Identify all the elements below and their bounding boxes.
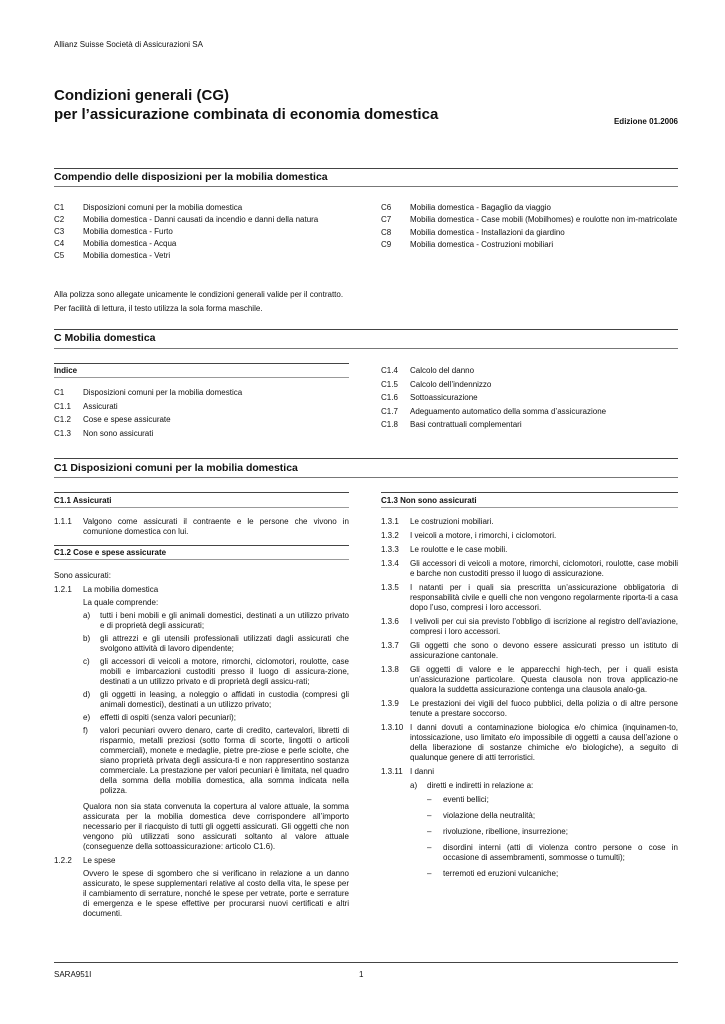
list-item: C7 Mobilia domestica - Case mobili (Mobilhomes) e roulotte non im-matricolate: [381, 215, 678, 224]
list-item: f) valori pecuniari ovvero denaro, carte di credito, cartevalori, libretti di risparmio, metalli preziosi (sotto forma di scorte, lingotti o articoli commerciali), monete e medaglie, pietre pre-ziose e perle sciolte, che siano proprietà privata degli assicura-ti e non rappresentino sostanza commerciale. La prestazione per valori pecuniari è limitata, nel quadro della somma della mobilia domestica, alla somma indicata nella polizza.: [83, 726, 349, 795]
divider: [381, 507, 678, 508]
list-item: C1.3 Non sono assicurati: [54, 428, 154, 438]
divider: [54, 477, 678, 478]
c12-heading: C1.2 Cose e spese assicurate: [54, 548, 167, 557]
list-item: – terremoti ed eruzioni vulcaniche;: [427, 869, 559, 878]
list-item: 1.3.11 I danni: [381, 767, 435, 776]
compendium-right-list: [381, 202, 678, 251]
company-name: Allianz Suisse Società di Assicurazioni SA: [54, 40, 203, 49]
list-item: 1.3.1 Le costruzioni mobiliari.: [381, 517, 494, 526]
c1-heading: C1 Disposizioni comuni per la mobilia domestica: [54, 462, 298, 474]
list-item: e) effetti di ospiti (senza valori pecuniari);: [83, 713, 236, 722]
list-item: a) diretti e indiretti in relazione a:: [410, 781, 534, 790]
clause-body: [83, 598, 349, 852]
intro-text: La quale comprende:: [83, 598, 159, 607]
divider: [54, 348, 678, 349]
list-item: – rivoluzione, ribellione, insurrezione;: [427, 827, 568, 836]
list-item: C1.5 Calcolo dell’indennizzo: [381, 379, 492, 389]
list-item: C5 Mobilia domestica - Vetri: [54, 251, 171, 260]
document-title: [54, 86, 438, 124]
list-item: 1.3.9 Le prestazioni dei vigili del fuoco pubblici, della polizia o di altre persone tenute a prestare soccorso.: [381, 699, 678, 718]
index-left-list: [54, 386, 349, 440]
list-item: 1.3.7 Gli oggetti che sono o devono essere assicurati presso un istituto di assicurazione cantonale.: [381, 641, 678, 660]
list-item: 1.3.4 Gli accessori di veicoli a motore, rimorchi, ciclomotori, roulotte, case mobili e barche non custoditi presso il luogo di assicurazione.: [381, 559, 678, 578]
divider: [54, 363, 349, 364]
dash-list: [427, 795, 678, 879]
divider: [54, 329, 678, 330]
list-item: – eventi bellici;: [427, 795, 489, 804]
divider: [54, 458, 678, 459]
list-item: C1.2 Cose e spese assicurate: [54, 415, 171, 424]
note-text: Alla polizza sono allegate unicamente le condizioni generali valide per il contratto.: [54, 290, 344, 299]
divider: [381, 492, 678, 493]
list-item: C1.1 Assicurati: [54, 401, 118, 411]
list-item: C8 Mobilia domestica - Installazioni da giardino: [381, 228, 565, 237]
c13-heading: C1.3 Non sono assicurati: [381, 496, 477, 505]
list-item: 1.3.2 I veicoli a motore, i rimorchi, i ciclomotori.: [381, 531, 557, 540]
list-item: C9 Mobilia domestica - Costruzioni mobiliari: [381, 240, 554, 249]
list-item: c) gli accessori di veicoli a motore, rimorchi, ciclomotori, roulotte, case mobili e imbarcazioni custoditi presso il luogo di assicura-zione, destinati a un utilizzo privato e di proprietà degli assicu-rati;: [83, 657, 349, 686]
clause-title: 1.2.1 La mobilia domestica: [54, 585, 159, 594]
list-item: C1.6 Sottoassicurazione: [381, 393, 478, 402]
list-item: 1.3.8 Gli oggetti di valore e le apparecchi high-tech, per i quali esista un’assicurazione particolare. Questa clausola non trova applicazio-ne qualora la suddetta assicurazione contenga una clausola analo-ga.: [381, 665, 678, 694]
divider: [54, 507, 349, 508]
compendium-heading: Compendio delle disposizioni per la mobilia domestica: [54, 171, 328, 183]
list-item: C4 Mobilia domestica - Acqua: [54, 239, 177, 248]
page-number: 1: [359, 970, 364, 979]
edition-label: Edizione 01.2006: [613, 117, 678, 126]
paragraph: Qualora non sia stata convenuta la copertura al valore attuale, la somma assicurata per la mobilia domestica deve corrispondere all’importo necessario per il riacquisto di tutti gli oggetti assicurati. Gli oggetti che non vengono più utilizzati sono assicurati soltanto al valore attuale (conseguenze della sottoassicurazione: articolo C1.6).: [83, 802, 349, 851]
c12-body: [54, 571, 349, 919]
divider: [54, 377, 349, 378]
intro-text: Sono assicurati:: [54, 571, 111, 580]
list-item: – violazione della neutralità;: [427, 811, 536, 820]
list-item: – disordini interni (atti di violenza contro persone o cose in occasione di assembramenti, sommosse o tumulti);: [427, 843, 678, 862]
list-item: C1 Disposizioni comuni per la mobilia domestica: [54, 388, 243, 397]
paragraph: Ovvero le spese di sgombero che si verificano in relazione a un danno assicurato, le spese supplementari relative al costo della vita, le spese per il cambiamento di serrature, nonché le spese per vetrate, porte e serrature di emergenza e le spese effettive per procurarsi nuovi certificati e altri documenti.: [83, 869, 349, 918]
list-item: 1.3.6 I velivoli per cui sia previsto l’obbligo di iscrizione al registro dell’aviazione, compresi i loro accessori.: [381, 617, 678, 636]
compendium-left-list: [54, 202, 349, 262]
title-line-2: per l’assicurazione combinata di economia domestica: [54, 106, 439, 123]
c13-body: [381, 517, 678, 879]
divider: [54, 168, 678, 169]
note-text: Per facilità di lettura, il testo utilizza la sola forma maschile.: [54, 304, 263, 313]
list-item: a) tutti i beni mobili e gli animali domestici, destinati a un utilizzo privato e di proprietà degli assicurati;: [83, 611, 349, 630]
list-item: C2 Mobilia domestica - Danni causati da incendio e danni della natura: [54, 215, 319, 224]
list-item: C1.8 Basi contrattuali complementari: [381, 420, 522, 429]
list-item: 1.3.3 Le roulotte e le case mobili.: [381, 545, 508, 554]
divider: [54, 492, 349, 493]
compendium-notes: [54, 288, 343, 316]
c11-heading: C1.1 Assicurati: [54, 496, 112, 505]
index-label: Indice: [54, 366, 78, 375]
list-item: C1.4 Calcolo del danno: [381, 366, 475, 375]
title-line-1: Condizioni generali (CG): [54, 87, 229, 104]
section-c-heading: C Mobilia domestica: [54, 332, 156, 344]
document-code: SARA951I: [54, 970, 92, 979]
list-item: C1.7 Adeguamento automatico della somma d’assicurazione: [381, 406, 607, 416]
list-item: 1.3.5 I natanti per i quali sia prescritta un’assicurazione obbligatoria di responsabilità civile e quelli che non vengono regolarmente riporta-ti a casa dopo l’uso, compresi i loro accessori.: [381, 583, 678, 612]
list-item: 1.3.10 I danni dovuti a contaminazione biologica e/o chimica (inquinamen-to, intossicazione, uso limitato e/o impossibile di oggetti a causa dell’azione o della liberazione di sostanze chimiche e/o biologiche), a seguito di qualunque genere di atti terroristici.: [381, 723, 678, 762]
list-item: C1 Disposizioni comuni per la mobilia domestica: [54, 203, 243, 212]
list-item: C6 Mobilia domestica - Bagaglio da viaggio: [381, 203, 551, 212]
divider: [54, 186, 678, 187]
divider: [54, 559, 349, 560]
list-item: b) gli attrezzi e gli utensili professionali utilizzati dagli assicurati che svolgono attività di lavoro dipendente;: [83, 634, 349, 653]
c111-clause: 1.1.1 Valgono come assicurati il contraente e le persone che vivono in comunione domestica con lui.: [54, 517, 349, 536]
index-right-list: [381, 364, 678, 432]
list-item: C3 Mobilia domestica - Furto: [54, 227, 173, 236]
footer-divider: [54, 962, 678, 963]
sub-clause: [410, 781, 678, 879]
list-item: d) gli oggetti in leasing, a noleggio o affidati in custodia (compresi gli animali domestici), destinati a un utilizzo privato;: [83, 690, 349, 709]
divider: [54, 545, 349, 546]
clause-title: 1.2.2 Le spese: [54, 856, 116, 865]
